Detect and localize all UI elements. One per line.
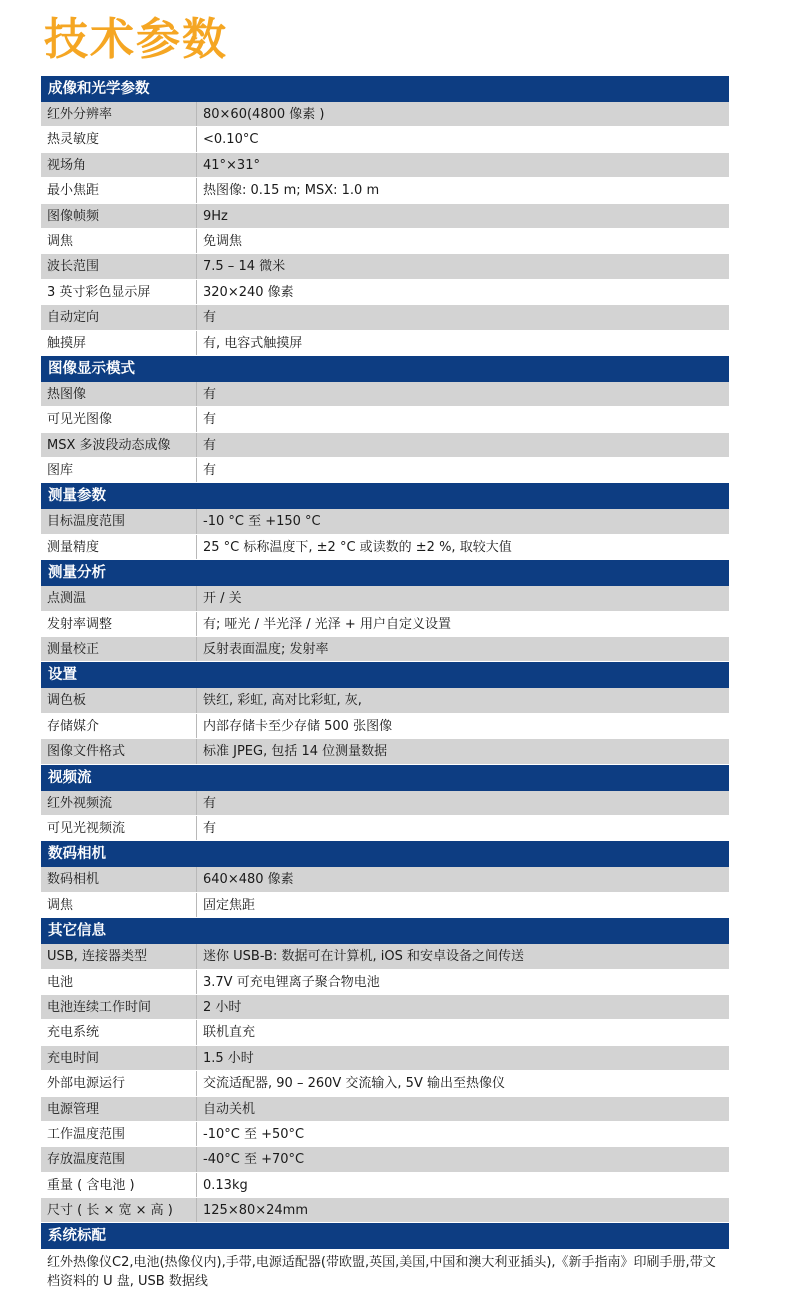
spec-label: 测量精度 xyxy=(47,539,100,555)
table-row xyxy=(41,1147,729,1172)
spec-value: 有 xyxy=(196,791,729,815)
table-row xyxy=(41,102,729,127)
spec-value: 80×60(4800 像素 ) xyxy=(196,102,729,126)
spec-label: 波长范围 xyxy=(47,259,100,275)
spec-label: 重量 ( 含电池 ) xyxy=(47,1177,135,1193)
section-heading: 成像和光学参数 xyxy=(41,76,729,102)
spec-value: 交流适配器, 90 – 260V 交流输入, 5V 输出至热像仪 xyxy=(196,1071,729,1095)
table-row xyxy=(41,509,729,534)
spec-label: 自动定向 xyxy=(47,310,100,326)
spec-label: 触摸屏 xyxy=(47,335,87,351)
table-row xyxy=(41,816,729,841)
spec-value: 有 xyxy=(196,433,729,457)
table-row xyxy=(41,995,729,1020)
spec-value: 有; 哑光 / 半光泽 / 光泽 + 用户自定义设置 xyxy=(196,612,729,636)
section-heading: 数码相机 xyxy=(41,841,729,867)
table-row xyxy=(41,1198,729,1223)
section-heading: 测量参数 xyxy=(41,483,729,509)
spec-value: 1.5 小时 xyxy=(196,1046,729,1070)
table-row xyxy=(41,535,729,560)
spec-label: 3 英寸彩色显示屏 xyxy=(47,284,151,300)
table-row xyxy=(41,612,729,637)
spec-value: 反射表面温度; 发射率 xyxy=(196,637,729,661)
spec-label: 图像文件格式 xyxy=(47,744,126,760)
spec-value: 联机直充 xyxy=(196,1020,729,1044)
spec-label: 调色板 xyxy=(47,693,87,709)
table-row xyxy=(41,1097,729,1122)
spec-value: 2 小时 xyxy=(196,995,729,1019)
spec-value: 有 xyxy=(196,407,729,431)
spec-value: 41°×31° xyxy=(196,153,729,177)
spec-value: 铁红, 彩虹, 高对比彩虹, 灰, xyxy=(196,688,729,712)
spec-value: 免调焦 xyxy=(196,229,729,253)
table-row xyxy=(41,637,729,662)
spec-value: 有 xyxy=(196,458,729,482)
section-heading: 视频流 xyxy=(41,765,729,791)
spec-label: 存放温度范围 xyxy=(47,1152,126,1168)
table-row xyxy=(41,153,729,178)
standard-contents: 红外热像仪C2,电池(热像仪内),手带,电源适配器(带欧盟,英国,美国,中国和澳大利亚插头),《新手指南》印刷手册,带文档资料的 U 盘, USB 数据线 xyxy=(41,1249,729,1291)
spec-label: 红外分辨率 xyxy=(47,107,113,122)
spec-value: -10°C 至 +50°C xyxy=(196,1122,729,1146)
spec-label: 数码相机 xyxy=(47,872,100,888)
table-row xyxy=(41,1071,729,1096)
table-row xyxy=(41,305,729,330)
spec-label: 发射率调整 xyxy=(47,616,113,632)
spec-value: 标准 JPEG, 包括 14 位测量数据 xyxy=(196,739,729,763)
table-row xyxy=(41,1173,729,1198)
spec-label: 存储媒介 xyxy=(47,718,100,734)
spec-value: 3.7V 可充电锂离子聚合物电池 xyxy=(196,970,729,994)
spec-label: 工作温度范围 xyxy=(47,1126,126,1142)
table-row xyxy=(41,586,729,611)
spec-table xyxy=(41,76,729,1291)
spec-value: 9Hz xyxy=(196,204,729,228)
spec-label: 目标温度范围 xyxy=(47,514,126,530)
table-row xyxy=(41,688,729,713)
spec-label: 可见光视频流 xyxy=(47,820,126,836)
spec-label: 图像帧频 xyxy=(47,208,100,224)
spec-value: 有 xyxy=(196,305,729,329)
table-row xyxy=(41,458,729,483)
table-row xyxy=(41,204,729,229)
spec-label: 热图像 xyxy=(47,386,87,402)
table-row xyxy=(41,893,729,918)
table-row xyxy=(41,178,729,203)
table-row xyxy=(41,407,729,432)
page-title: 技术参数 xyxy=(44,14,228,65)
spec-value: 迷你 USB-B: 数据可在计算机, iOS 和安卓设备之间传送 xyxy=(196,944,729,968)
spec-label: 热灵敏度 xyxy=(47,132,100,148)
table-row xyxy=(41,1122,729,1147)
spec-label: 电池连续工作时间 xyxy=(47,999,152,1015)
spec-label: 可见光图像 xyxy=(47,412,113,428)
spec-label: 充电系统 xyxy=(47,1025,100,1041)
spec-label: 最小焦距 xyxy=(47,183,100,199)
spec-value: 7.5 – 14 微米 xyxy=(196,254,729,278)
table-row xyxy=(41,127,729,152)
spec-label: 图库 xyxy=(47,463,74,479)
table-row xyxy=(41,1020,729,1045)
spec-value: 320×240 像素 xyxy=(196,280,729,304)
table-row xyxy=(41,739,729,764)
spec-value: <0.10°C xyxy=(196,127,729,151)
spec-value: 0.13kg xyxy=(196,1173,729,1197)
table-row xyxy=(41,944,729,969)
spec-label: 尺寸 ( 长 × 宽 × 高 ) xyxy=(47,1203,173,1219)
spec-label: 点测温 xyxy=(47,591,87,607)
table-row xyxy=(41,229,729,254)
table-row xyxy=(41,970,729,995)
spec-label: 电池 xyxy=(47,974,74,990)
spec-label: 充电时间 xyxy=(47,1050,100,1066)
section-heading: 设置 xyxy=(41,662,729,688)
standard-heading: 系统标配 xyxy=(41,1223,729,1249)
spec-value: 25 °C 标称温度下, ±2 °C 或读数的 ±2 %, 取较大值 xyxy=(196,535,729,559)
table-row xyxy=(41,254,729,279)
spec-value: 有, 电容式触摸屏 xyxy=(196,331,729,355)
spec-value: 开 / 关 xyxy=(196,586,729,610)
spec-value: -10 °C 至 +150 °C xyxy=(196,509,729,533)
spec-label: 测量校正 xyxy=(47,642,100,658)
spec-value: 有 xyxy=(196,382,729,406)
table-row xyxy=(41,331,729,356)
table-row xyxy=(41,867,729,892)
spec-value: 自动关机 xyxy=(196,1097,729,1121)
table-row xyxy=(41,280,729,305)
spec-value: 640×480 像素 xyxy=(196,867,729,891)
spec-value: 热图像: 0.15 m; MSX: 1.0 m xyxy=(196,178,729,202)
spec-value: 125×80×24mm xyxy=(196,1198,729,1222)
spec-label: USB, 连接器类型 xyxy=(47,949,147,965)
table-row xyxy=(41,382,729,407)
spec-value: 内部存储卡至少存储 500 张图像 xyxy=(196,714,729,738)
spec-label: 外部电源运行 xyxy=(47,1076,126,1092)
spec-label: 视场角 xyxy=(47,157,87,173)
spec-label: 调焦 xyxy=(47,233,74,249)
spec-label: 红外视频流 xyxy=(47,795,113,811)
spec-label: 电源管理 xyxy=(47,1101,100,1117)
table-row xyxy=(41,1046,729,1071)
table-row xyxy=(41,433,729,458)
section-heading: 图像显示模式 xyxy=(41,356,729,382)
spec-value: 有 xyxy=(196,816,729,840)
table-row xyxy=(41,714,729,739)
table-row xyxy=(41,791,729,816)
section-heading: 测量分析 xyxy=(41,560,729,586)
spec-value: 固定焦距 xyxy=(196,893,729,917)
section-heading: 其它信息 xyxy=(41,918,729,944)
spec-label: MSX 多波段动态成像 xyxy=(47,437,171,453)
spec-label: 调焦 xyxy=(47,897,74,913)
spec-value: -40°C 至 +70°C xyxy=(196,1147,729,1171)
